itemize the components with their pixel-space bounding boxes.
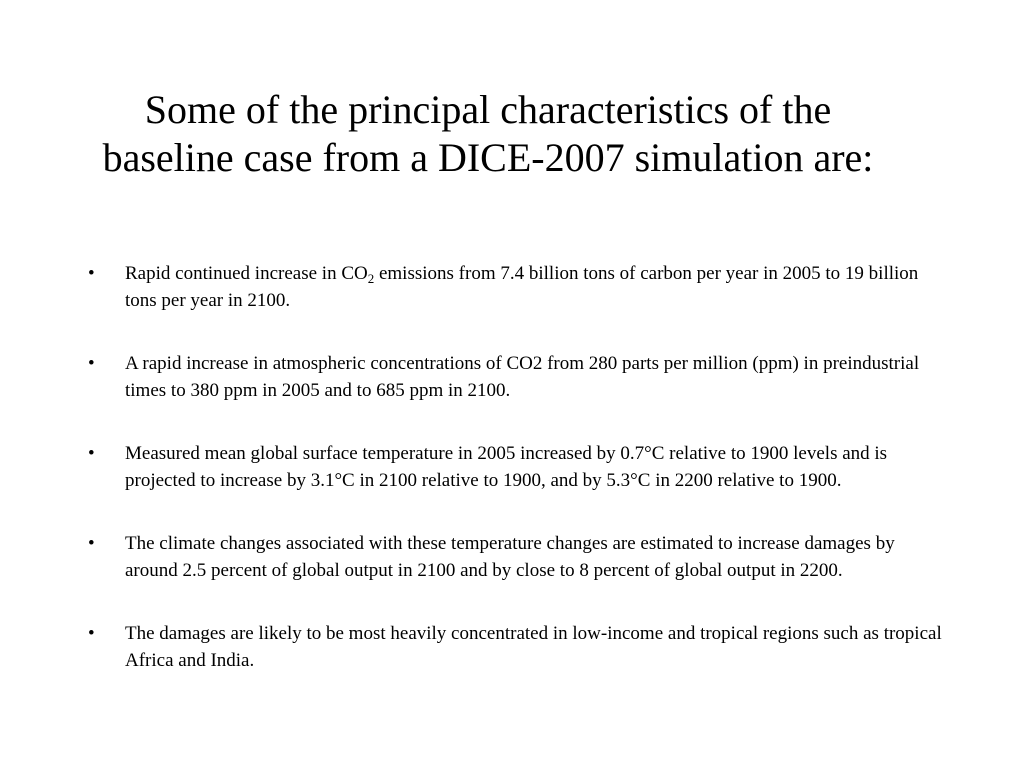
bullet-text-post: emissions from 7.4 billion tons of carbon per year in 2005 to 19 billion tons per year in 2100. [125,263,919,311]
bullet-item-damages [88,530,948,584]
bullet-text: Measured mean global surface temperature in 2005 increased by 0.7°C relative to 1900 levels and is projected to increase by 3.1°C in 2100 relative to 1900, and by 5.3°C in 2200 relative to 1900. [125,443,888,491]
bullet-icon: • [88,353,95,374]
bullet-text-pre: Rapid continued increase in CO [125,263,368,284]
bullet-text-subscript: 2 [367,271,375,286]
bullet-text: The damages are likely to be most heavily concentrated in low-income and tropical regions such as tropical Africa and India. [125,623,942,671]
bullet-item-regions [88,620,948,674]
bullet-icon: • [88,263,95,284]
slide-title-line-1: Some of the principal characteristics of the [144,87,832,132]
bullet-item-temperature [88,440,948,494]
bullet-icon: • [88,443,95,464]
bullet-item-concentrations [88,350,948,404]
bullet-text: The climate changes associated with these temperature changes are estimated to increase damages by around 2.5 percent of global output in 2100 and by close to 8 percent of global output in 2200. [125,533,895,581]
bullet-text: A rapid increase in atmospheric concentrations of CO2 from 280 parts per million (ppm) in preindustrial times to 380 ppm in 2005 and to 685 ppm in 2100. [125,353,920,401]
slide-title [0,86,976,182]
bullet-item-co2-emissions [88,260,948,314]
bullet-icon: • [88,623,95,644]
bullet-list [88,260,948,674]
bullet-icon: • [88,533,95,554]
slide-title-line-2: baseline case from a DICE-2007 simulation are: [102,135,874,180]
